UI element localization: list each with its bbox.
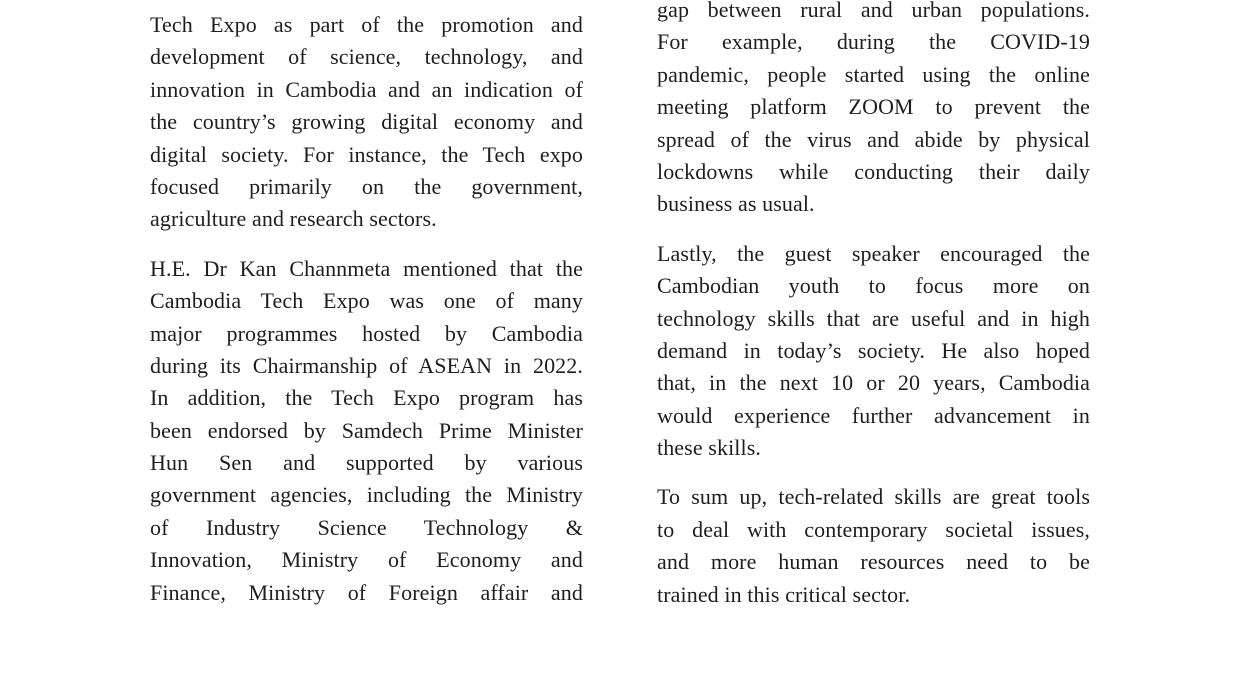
text-line: of Industry Science Technology & <box>150 514 583 540</box>
text-line: government agencies, including the Ministry <box>150 482 583 508</box>
text-line: meeting platform ZOOM to prevent the <box>657 94 1090 120</box>
text-line: Cambodia Tech Expo was one of many <box>150 288 583 314</box>
right-text-column <box>657 0 1090 628</box>
text-line: to deal with contemporary societal issues, <box>657 516 1090 542</box>
paragraph <box>657 481 1090 611</box>
text-line: demand in today’s society. He also hoped <box>657 337 1090 363</box>
text-line: major programmes hosted by Cambodia <box>150 320 583 346</box>
text-line: and more human resources need to be <box>657 549 1090 575</box>
text-line: To sum up, tech-related skills are great tools <box>657 484 1090 510</box>
text-line: spread of the virus and abide by physical <box>657 126 1090 152</box>
text-line: Tech Expo as part of the promotion and <box>150 12 583 37</box>
text-line: the country’s growing digital economy and <box>150 109 583 135</box>
text-line: In addition, the Tech Expo program has <box>150 385 583 411</box>
text-line: technology skills that are useful and in high <box>657 305 1090 331</box>
left-text-column <box>150 9 583 626</box>
paragraph <box>150 253 583 609</box>
text-line: these skills. <box>657 435 761 461</box>
text-line: during its Chairmanship of ASEAN in 2022. <box>150 352 583 378</box>
text-line: agriculture and research sectors. <box>150 206 437 232</box>
text-line: innovation in Cambodia and an indication of <box>150 76 583 102</box>
text-line: trained in this critical sector. <box>657 581 911 607</box>
text-line: For example, during the COVID-19 <box>657 29 1090 55</box>
text-line: that, in the next 10 or 20 years, Cambodia <box>657 370 1090 396</box>
paragraph <box>657 0 1090 221</box>
paragraph <box>150 9 583 236</box>
text-line: Finance, Ministry of Foreign affair and <box>150 579 583 605</box>
text-line: H.E. Dr Kan Channmeta mentioned that the <box>150 255 583 281</box>
text-line: lockdowns while conducting their daily <box>657 158 1090 184</box>
text-line: gap between rural and urban populations. <box>657 0 1090 22</box>
text-line: development of science, technology, and <box>150 44 583 70</box>
text-line: business as usual. <box>657 191 815 217</box>
text-line: been endorsed by Samdech Prime Minister <box>150 417 583 443</box>
paragraph <box>657 238 1090 465</box>
text-line: Innovation, Ministry of Economy and <box>150 547 583 573</box>
text-line: focused primarily on the government, <box>150 173 583 199</box>
text-line: Lastly, the guest speaker encouraged the <box>657 240 1090 266</box>
text-line: Cambodian youth to focus more on <box>657 273 1090 299</box>
text-line: pandemic, people started using the online <box>657 61 1090 87</box>
text-line: would experience further advancement in <box>657 402 1090 428</box>
text-line: digital society. For instance, the Tech expo <box>150 141 583 167</box>
text-line: Hun Sen and supported by various <box>150 450 583 476</box>
